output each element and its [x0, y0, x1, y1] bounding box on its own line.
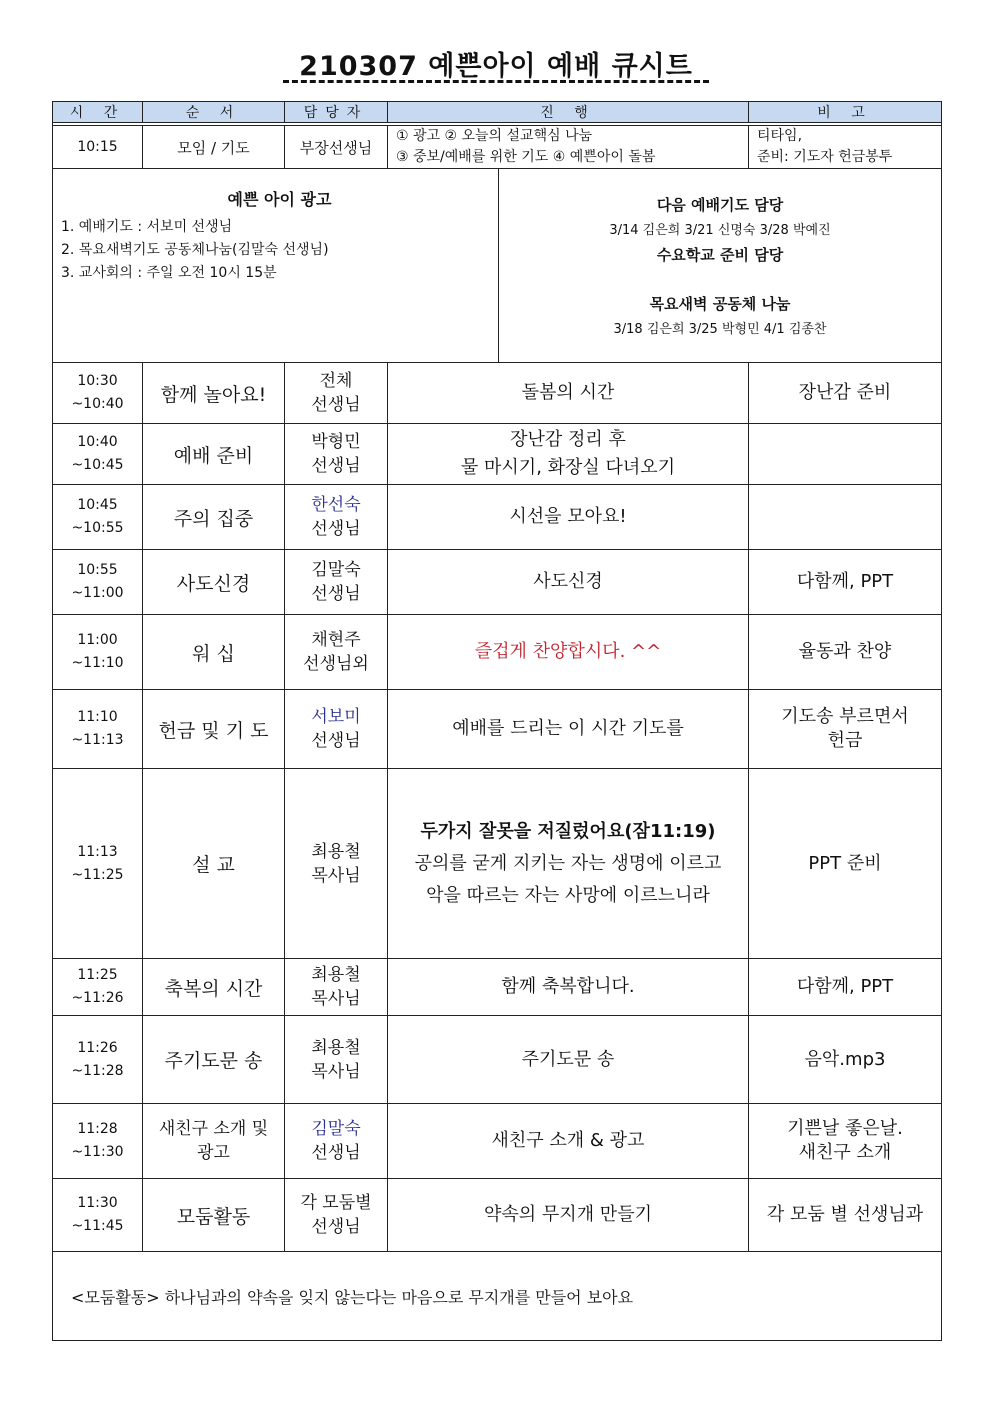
staff-cell: 부장선생님 — [285, 126, 388, 169]
note-cell: 다함께, PPT — [749, 959, 942, 1016]
time-cell: 10:55 ~11:00 — [53, 550, 143, 615]
time-cell: 10:15 — [53, 126, 143, 169]
sermon-verse: 공의를 굳게 지키는 자는 생명에 이르고 — [414, 852, 722, 874]
sermon-verse: 악을 따르는 자는 사망에 이르느니라 — [426, 884, 710, 906]
header-time: 시 간 — [53, 102, 143, 123]
staff-cell: 김말숙 선생님 — [285, 550, 388, 615]
time-cell: 10:45 ~10:55 — [53, 485, 143, 550]
header-progress: 진 행 — [388, 102, 749, 123]
order-cell: 새친구 소개 및 광고 — [143, 1104, 285, 1179]
note-cell: 장난감 준비 — [749, 363, 942, 424]
announcement-item: 2. 목요새벽기도 공동체나눔(김말숙 선생님) — [61, 242, 329, 258]
progress-cell: 예배를 드리는 이 시간 기도를 — [388, 690, 749, 769]
time-cell: 11:10 ~11:13 — [53, 690, 143, 769]
time-cell: 11:30 ~11:45 — [53, 1179, 143, 1252]
order-cell: 모둠활동 — [143, 1179, 285, 1252]
table-row — [53, 1104, 942, 1179]
progress-cell: 즐겁게 찬양합시다. ^^ — [388, 615, 749, 690]
staff-cell: 김말숙 선생님 — [285, 1104, 388, 1179]
note-cell — [749, 126, 942, 169]
note-cell: 음악.mp3 — [749, 1016, 942, 1104]
table-row — [53, 959, 942, 1016]
header-order: 순 서 — [143, 102, 285, 123]
cue-sheet-table — [52, 101, 942, 1341]
order-cell: 모임 / 기도 — [143, 126, 285, 169]
progress-line: ① 광고 ② 오늘의 설교핵심 나눔 — [396, 128, 593, 144]
progress-cell: 주기도문 송 — [388, 1016, 749, 1104]
order-cell: 주기도문 송 — [143, 1016, 285, 1104]
page-title: 210307 예쁜아이 예배 큐시트 — [299, 51, 693, 82]
table-row — [53, 615, 942, 690]
note-cell: PPT 준비 — [749, 769, 942, 959]
note-cell: 각 모둠 별 선생님과 — [749, 1179, 942, 1252]
announcement-item: 3. 교사회의 : 주일 오전 10시 15분 — [61, 265, 277, 281]
progress-cell: 함께 축복합니다. — [388, 959, 749, 1016]
order-cell: 설 교 — [143, 769, 285, 959]
announcement-heading: 예쁜 아이 광고 — [227, 190, 332, 209]
order-cell: 함께 놀아요! — [143, 363, 285, 424]
time-cell: 11:26 ~11:28 — [53, 1016, 143, 1104]
announcement-panel — [53, 169, 499, 362]
announcement-item: 1. 예배기도 : 서보미 선생님 — [61, 219, 233, 235]
table-row — [53, 485, 942, 550]
table-row — [53, 769, 942, 959]
table-row — [53, 690, 942, 769]
order-cell: 워 십 — [143, 615, 285, 690]
note-cell: 기도송 부르면서 헌금 — [749, 690, 942, 769]
progress-cell — [388, 769, 749, 959]
time-cell: 11:13 ~11:25 — [53, 769, 143, 959]
staff-cell: 서보미 선생님 — [285, 690, 388, 769]
duty-panel — [499, 169, 941, 362]
note-cell — [749, 424, 942, 485]
order-cell: 주의 집중 — [143, 485, 285, 550]
footer-note: <모둠활동> 하나님과의 약속을 잊지 않는다는 마음으로 무지개를 만들어 보아요 — [53, 1252, 942, 1341]
staff-cell: 각 모둠별 선생님 — [285, 1179, 388, 1252]
time-cell: 11:00 ~11:10 — [53, 615, 143, 690]
wednesday-duty-heading: 수요학교 준비 담당 — [656, 246, 784, 264]
note-cell: 다함께, PPT — [749, 550, 942, 615]
staff-cell: 박형민 선생님 — [285, 424, 388, 485]
table-row — [53, 1179, 942, 1252]
prayer-duty-schedule: 3/14 김은희 3/21 신명숙 3/28 박예진 — [609, 223, 831, 238]
order-cell: 사도신경 — [143, 550, 285, 615]
table-row — [53, 424, 942, 485]
staff-cell: 최용철 목사님 — [285, 959, 388, 1016]
progress-cell: 사도신경 — [388, 550, 749, 615]
order-cell: 축복의 시간 — [143, 959, 285, 1016]
header-row — [53, 102, 942, 123]
header-staff: 담당자 — [285, 102, 388, 123]
progress-cell: 시선을 모아요! — [388, 485, 749, 550]
progress-cell: 새친구 소개 & 광고 — [388, 1104, 749, 1179]
staff-cell: 최용철 목사님 — [285, 1016, 388, 1104]
footer-row — [53, 1252, 942, 1341]
note-cell: 기쁜날 좋은날. 새친구 소개 — [749, 1104, 942, 1179]
announcement-row — [53, 169, 942, 363]
progress-cell — [388, 126, 749, 169]
time-cell: 10:30 ~10:40 — [53, 363, 143, 424]
staff-cell: 한선숙 선생님 — [285, 485, 388, 550]
thursday-duty-heading: 목요새벽 공동체 나눔 — [649, 295, 791, 313]
note-line: 준비: 기도자 헌금봉투 — [757, 149, 893, 165]
order-cell: 헌금 및 기 도 — [143, 690, 285, 769]
note-cell — [749, 485, 942, 550]
staff-cell: 채현주 선생님외 — [285, 615, 388, 690]
time-cell: 10:40 ~10:45 — [53, 424, 143, 485]
thursday-duty-schedule: 3/18 김은희 3/25 박형민 4/1 김종찬 — [613, 322, 827, 337]
prayer-duty-heading: 다음 예배기도 담당 — [656, 196, 784, 214]
time-cell: 11:25 ~11:26 — [53, 959, 143, 1016]
time-cell: 11:28 ~11:30 — [53, 1104, 143, 1179]
sermon-title: 두가지 잘못을 저질렀어요(잠11:19) — [420, 820, 716, 842]
progress-line: ③ 중보/예배를 위한 기도 ④ 예쁜아이 돌봄 — [396, 149, 656, 165]
staff-cell: 최용철 목사님 — [285, 769, 388, 959]
order-cell: 예배 준비 — [143, 424, 285, 485]
staff-cell: 전체 선생님 — [285, 363, 388, 424]
table-row — [53, 126, 942, 169]
progress-cell: 약속의 무지개 만들기 — [388, 1179, 749, 1252]
note-cell: 율동과 찬양 — [749, 615, 942, 690]
note-line: 티타임, — [757, 128, 803, 144]
table-row — [53, 1016, 942, 1104]
title-underline — [283, 80, 709, 83]
progress-cell: 돌봄의 시간 — [388, 363, 749, 424]
table-row — [53, 363, 942, 424]
table-row — [53, 550, 942, 615]
progress-cell: 장난감 정리 후 물 마시기, 화장실 다녀오기 — [388, 424, 749, 485]
header-note: 비 고 — [749, 102, 942, 123]
